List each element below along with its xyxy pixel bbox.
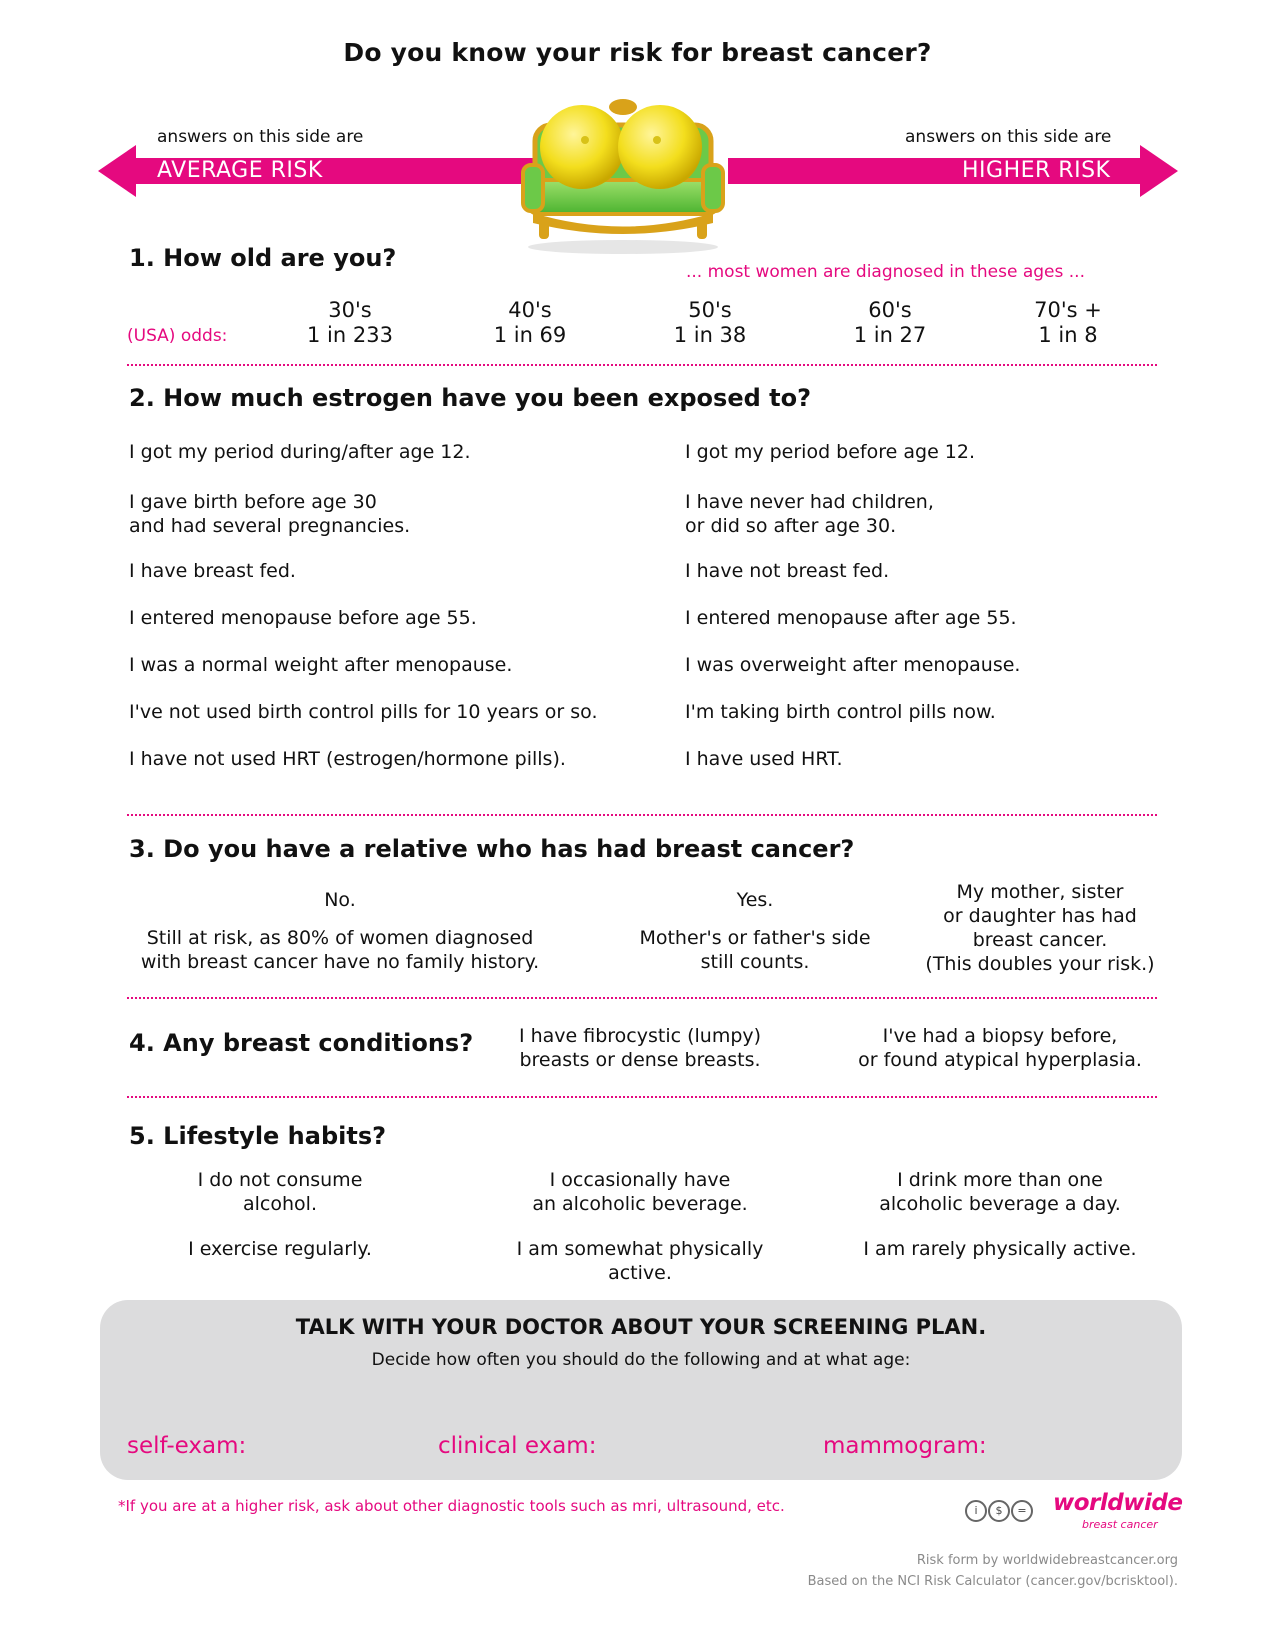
left-arrow-caption: answers on this side are — [157, 127, 364, 147]
brand-tagline: breast cancer — [1082, 1518, 1158, 1531]
noncommercial-icon: $ — [988, 1500, 1010, 1522]
clinical-exam-label: clinical exam: — [438, 1433, 597, 1459]
age-group — [465, 298, 595, 348]
self-exam-label: self-exam: — [127, 1433, 247, 1459]
brand-logo: worldwide — [1053, 1490, 1183, 1516]
page-title: Do you know your risk for breast cancer? — [343, 38, 932, 67]
higher-answer: I have used HRT. — [685, 748, 843, 770]
higher-answer: I have not breast fed. — [685, 560, 890, 582]
answer-close-relative: My mother, sister or daughter has had breast cancer. (This doubles your risk.) — [925, 881, 1155, 975]
answer-fibrocystic: I have fibrocystic (lumpy) breasts or dense breasts. — [518, 1025, 762, 1071]
lifestyle-answer: I exercise regularly. — [188, 1238, 372, 1260]
age-label: 50's — [688, 298, 732, 322]
age-label: 30's — [328, 298, 372, 322]
age-label: 70's + — [1034, 298, 1102, 322]
age-note: ... most women are diagnosed in these ages ... — [686, 262, 1085, 282]
right-arrow — [728, 145, 1178, 197]
average-answer: I gave birth before age 30 and had several pregnancies. — [129, 491, 411, 537]
question-estrogen: 2. How much estrogen have you been exposed to? — [129, 384, 812, 412]
lifestyle-answer: I am rarely physically active. — [863, 1238, 1137, 1260]
divider — [127, 814, 1157, 816]
age-odds: 1 in 233 — [307, 323, 393, 347]
higher-answer: I have never had children, or did so after age 30. — [685, 491, 934, 537]
lifestyle-answer: I do not consume alcohol. — [197, 1169, 363, 1215]
higher-answer: I was overweight after menopause. — [685, 654, 1021, 676]
average-answer: I've not used birth control pills for 10 years or so. — [129, 701, 598, 723]
higher-answer: I entered menopause after age 55. — [685, 607, 1017, 629]
average-answer: I was a normal weight after menopause. — [129, 654, 513, 676]
age-odds: 1 in 69 — [493, 323, 567, 347]
age-group — [1003, 298, 1133, 348]
question-breast-conditions: 4. Any breast conditions? — [129, 1029, 474, 1057]
attribution-icon: i — [965, 1500, 987, 1522]
average-answer: I got my period during/after age 12. — [129, 441, 471, 463]
age-group — [825, 298, 955, 348]
age-group — [645, 298, 775, 348]
right-arrow-caption: answers on this side are — [905, 127, 1112, 147]
divider — [127, 1096, 1157, 1098]
age-odds: 1 in 27 — [853, 323, 927, 347]
answer-no: No. — [324, 889, 356, 911]
average-risk-label: AVERAGE RISK — [157, 158, 323, 183]
age-label: 60's — [868, 298, 912, 322]
divider — [127, 364, 1157, 366]
question-age: 1. How old are you? — [129, 244, 397, 272]
question-lifestyle: 5. Lifestyle habits? — [129, 1122, 387, 1150]
lifestyle-answer: I am somewhat physically active. — [516, 1238, 764, 1284]
age-label: 40's — [508, 298, 552, 322]
lifestyle-answer: I drink more than one alcoholic beverage a day. — [879, 1169, 1121, 1215]
average-answer: I have breast fed. — [129, 560, 296, 582]
credit-line: Risk form by worldwidebreastcancer.org — [916, 1553, 1178, 1568]
higher-answer: I got my period before age 12. — [685, 441, 976, 463]
average-answer: I have not used HRT (estrogen/hormone pills). — [129, 748, 566, 770]
noderivs-icon: = — [1011, 1500, 1033, 1522]
higher-risk-label: HIGHER RISK — [962, 158, 1111, 183]
odds-label: (USA) odds: — [127, 326, 228, 346]
age-odds: 1 in 8 — [1038, 323, 1098, 347]
mammogram-label: mammogram: — [823, 1433, 987, 1459]
age-odds: 1 in 38 — [673, 323, 747, 347]
footnote: *If you are at a higher risk, ask about other diagnostic tools such as mri, ultrasound, etc. — [118, 1497, 785, 1515]
age-group — [285, 298, 415, 348]
lemons-on-sofa-illustration — [515, 95, 730, 255]
answer-yes: Yes. — [736, 889, 774, 911]
screening-subheading: Decide how often you should do the following and at what age: — [371, 1350, 911, 1370]
average-answer: I entered menopause before age 55. — [129, 607, 477, 629]
screening-heading: TALK WITH YOUR DOCTOR ABOUT YOUR SCREENING PLAN. — [295, 1315, 987, 1339]
divider — [127, 997, 1157, 999]
question-relative: 3. Do you have a relative who has had breast cancer? — [129, 835, 855, 863]
answer-no-note: Still at risk, as 80% of women diagnosed with breast cancer have no family history. — [140, 927, 540, 973]
answer-yes-note: Mother's or father's side still counts. — [639, 927, 871, 973]
credit-line: Based on the NCI Risk Calculator (cancer.gov/bcrisktool). — [807, 1574, 1178, 1589]
answer-biopsy: I've had a biopsy before, or found atypical hyperplasia. — [858, 1025, 1142, 1071]
higher-answer: I'm taking birth control pills now. — [685, 701, 996, 723]
lifestyle-answer: I occasionally have an alcoholic beverage. — [532, 1169, 748, 1215]
